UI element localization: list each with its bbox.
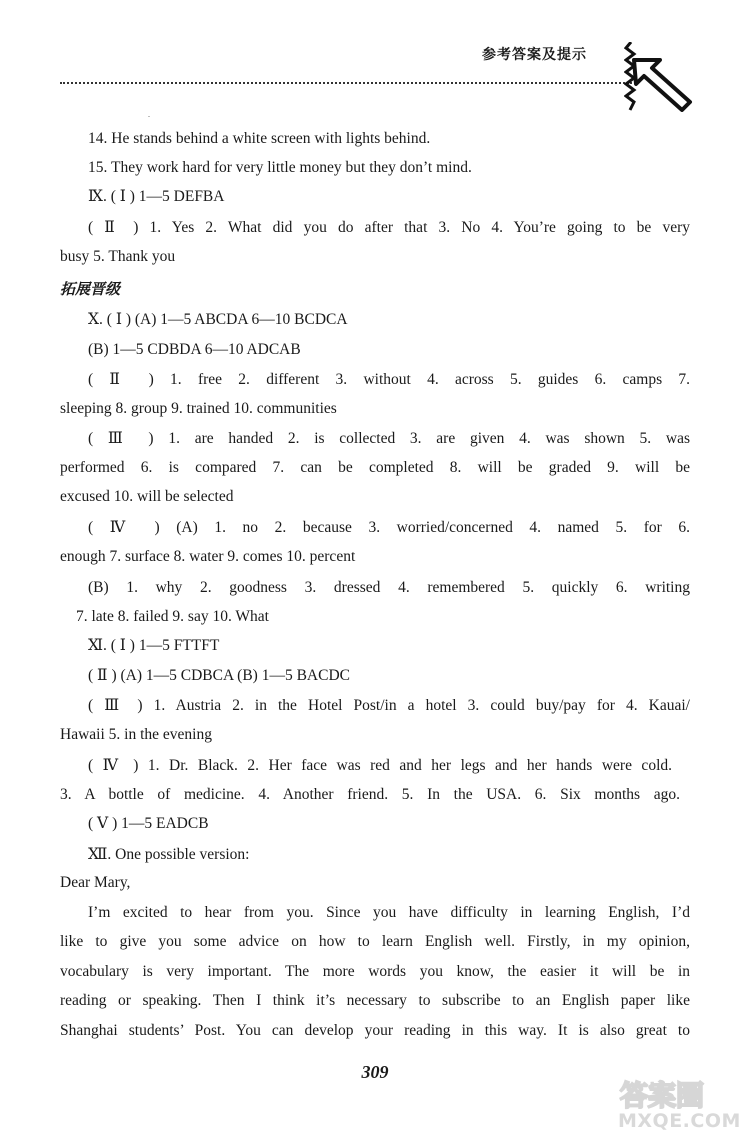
answer-line: Ⅹ. ( Ⅰ ) (A) 1—5 ABCDA 6—10 BCDCA	[88, 311, 348, 328]
answer-line: ( Ⅳ ) 1. Dr. Black. 2. Her face was red and her legs and her hands were cold.	[88, 757, 672, 774]
answer-line: Ⅸ. ( Ⅰ ) 1—5 DEFBA	[88, 188, 225, 205]
stray-mark: .	[148, 110, 150, 119]
answer-line: ( Ⅲ ) 1. Austria 2. in the Hotel Post/in a hotel 3. could buy/pay for 4. Kauai/	[88, 697, 690, 714]
answer-line: enough 7. surface 8. water 9. comes 10. percent	[60, 548, 356, 565]
answer-line: Hawaii 5. in the evening	[60, 726, 212, 743]
answer-line: Ⅻ. One possible version:	[88, 846, 250, 863]
letter-paragraph-line: like to give you some advice on how to learn English well. Firstly, in my opinion,	[60, 933, 690, 950]
answer-line: 14. He stands behind a white screen with lights behind.	[88, 130, 431, 147]
answer-line: ( Ⅴ ) 1—5 EADCB	[88, 815, 209, 832]
answer-line: busy 5. Thank you	[60, 248, 176, 265]
answer-line: ( Ⅲ ) 1. are handed 2. is collected 3. are given 4. was shown 5. was	[88, 430, 690, 447]
header-title: 参考答案及提示	[482, 47, 587, 63]
answer-line: Ⅺ. ( Ⅰ ) 1—5 FTTFT	[88, 637, 220, 654]
letter-paragraph-line: reading or speaking. Then I think it’s necessary to subscribe to an English paper like	[60, 992, 690, 1009]
answer-line: ( Ⅱ ) 1. Yes 2. What did you do after that 3. No 4. You’re going to be very	[88, 219, 690, 236]
answer-line: (B) 1—5 CDBDA 6—10 ADCAB	[88, 341, 301, 358]
answer-line: 7. late 8. failed 9. say 10. What	[76, 608, 269, 625]
header-dotted-rule	[60, 82, 632, 84]
answer-line: ( Ⅱ ) (A) 1—5 CDBCA (B) 1—5 BACDC	[88, 667, 350, 684]
letter-salutation: Dear Mary,	[60, 874, 131, 891]
answer-line: sleeping 8. group 9. trained 10. communities	[60, 400, 337, 417]
answer-line: (B) 1. why 2. goodness 3. dressed 4. remembered 5. quickly 6. writing	[88, 579, 690, 596]
letter-paragraph-line: vocabulary is very important. The more words you know, the easier it will be in	[60, 963, 690, 980]
watermark-cn-text: 答案圈	[620, 1079, 705, 1112]
answer-line: performed 6. is compared 7. can be completed 8. will be graded 9. will be	[60, 459, 690, 476]
watermark-logo-icon	[616, 1075, 740, 1115]
page-number: 309	[361, 1062, 389, 1082]
answer-line: ( Ⅳ ) (A) 1. no 2. because 3. worried/concerned 4. named 5. for 6.	[88, 519, 690, 536]
letter-paragraph-line: Shanghai students’ Post. You can develop your reading in this way. It is also great to	[60, 1022, 690, 1039]
answer-line: 3. A bottle of medicine. 4. Another friend. 5. In the USA. 6. Six months ago.	[60, 786, 680, 803]
answer-line: ( Ⅱ ) 1. free 2. different 3. without 4. across 5. guides 6. camps 7.	[88, 371, 690, 388]
answer-line: excused 10. will be selected	[60, 488, 234, 505]
answer-line: 15. They work hard for very little money but they don’t mind.	[88, 159, 472, 176]
letter-paragraph-line: I’m excited to hear from you. Since you have difficulty in learning English, I’d	[88, 904, 690, 921]
arrow-icon	[630, 56, 694, 112]
section-heading: 拓展晋级	[60, 280, 121, 298]
watermark-text: MXQE.COM	[618, 1110, 741, 1132]
